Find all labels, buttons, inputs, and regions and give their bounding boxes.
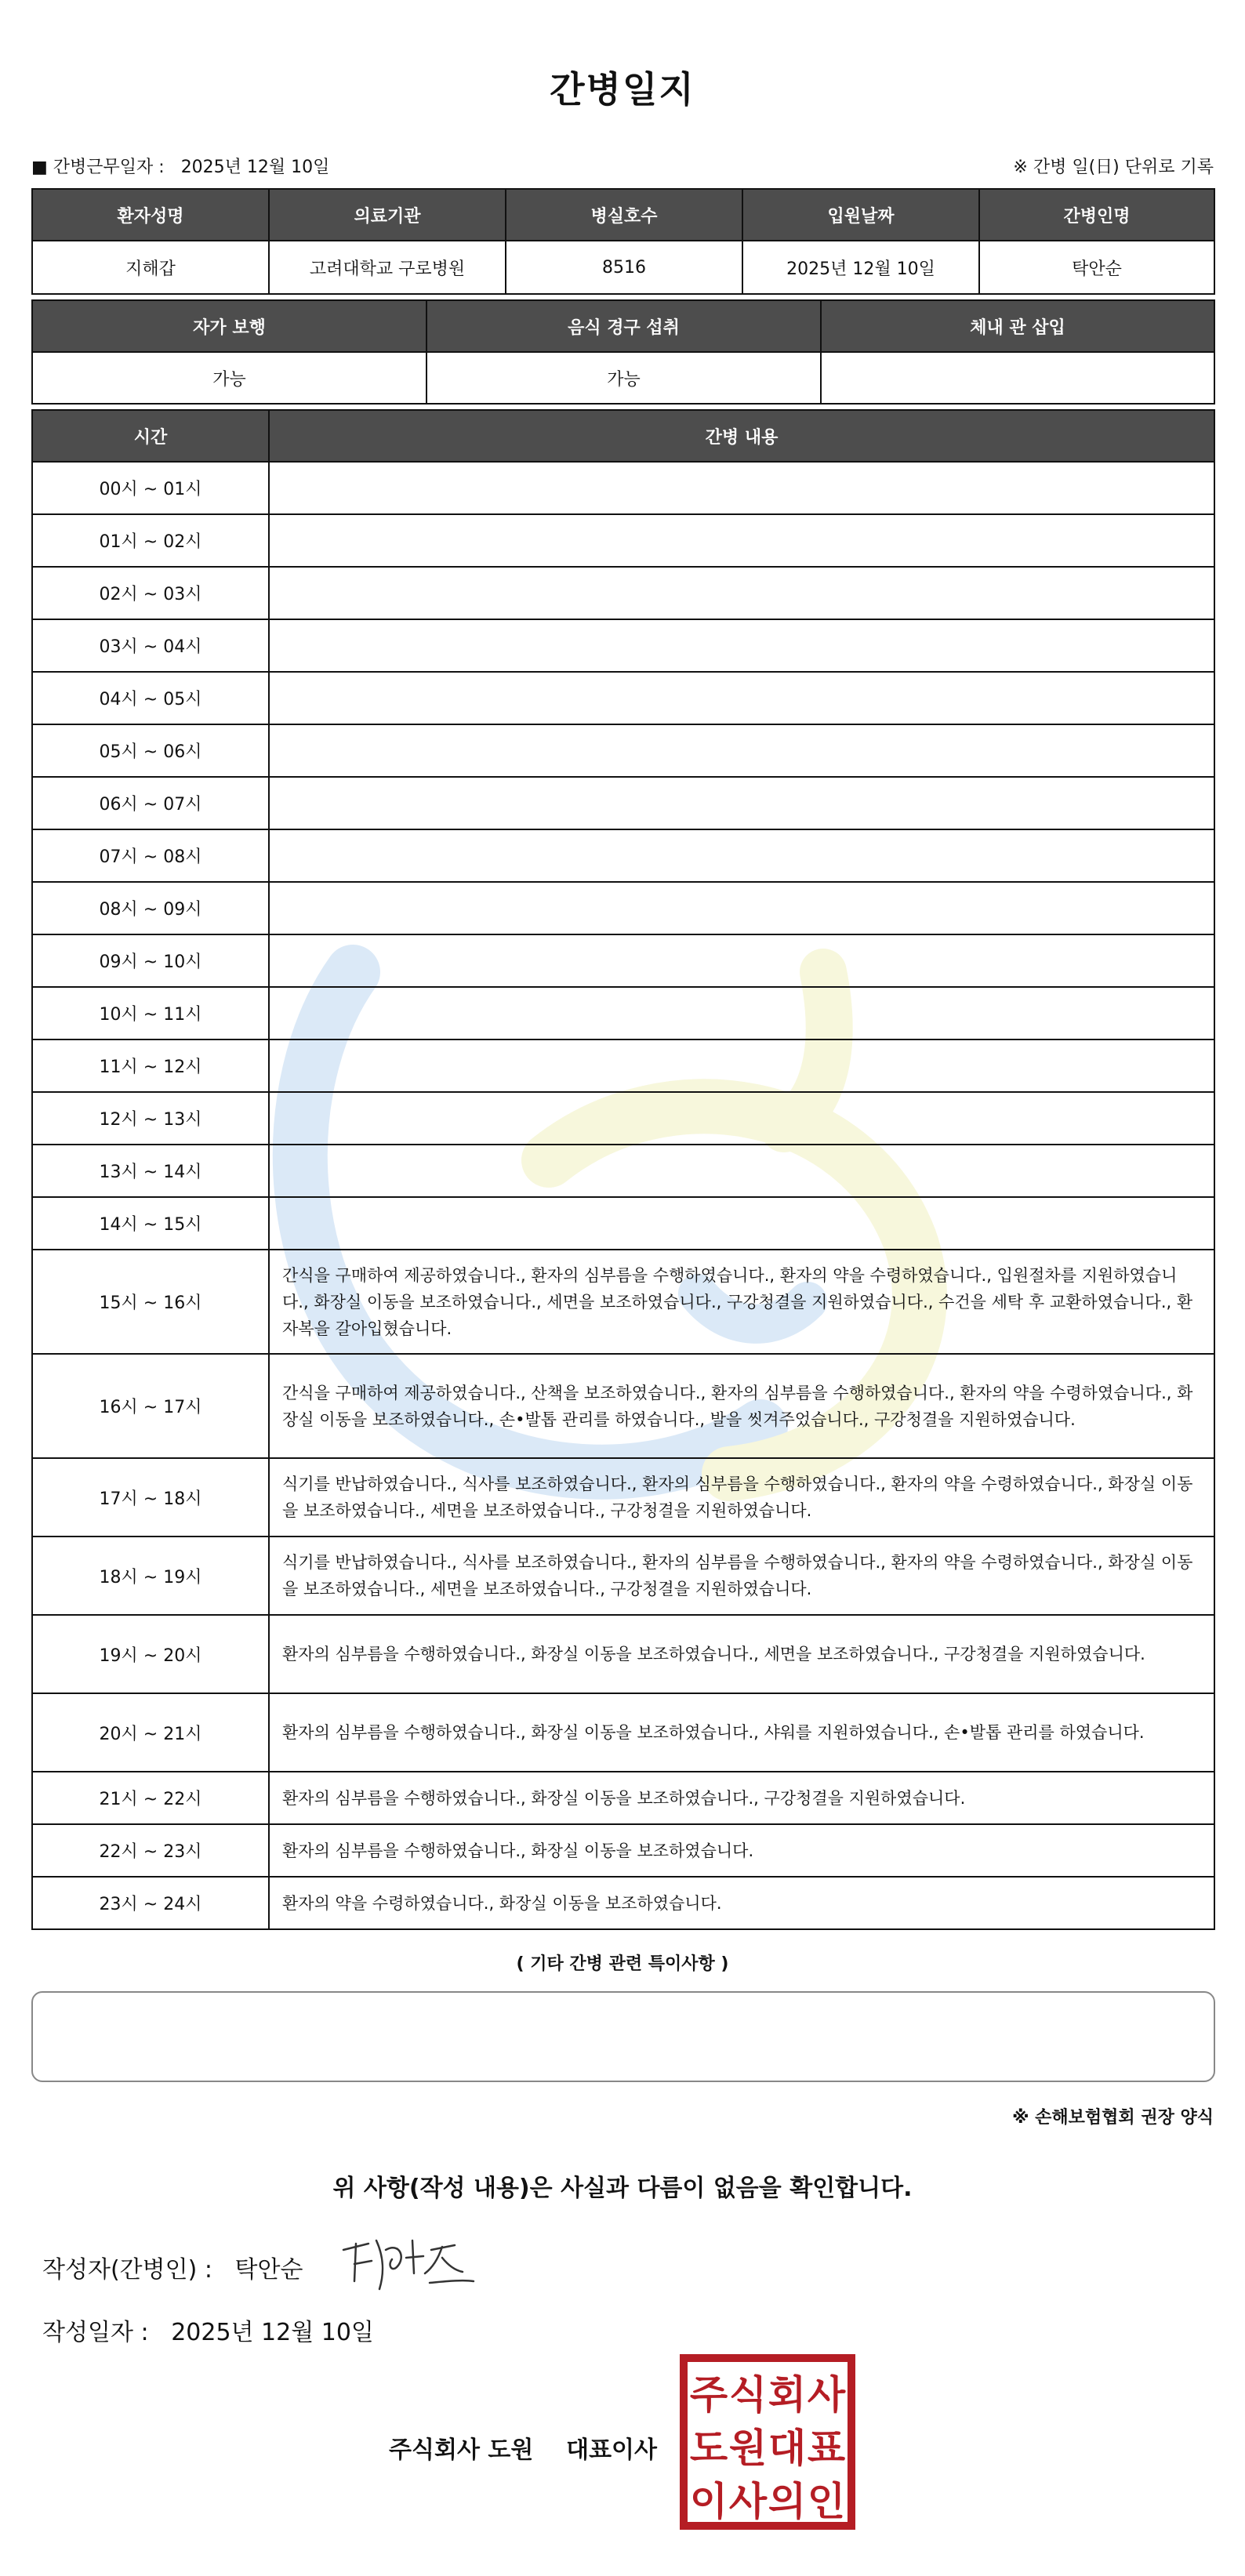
table-row [31,883,1215,935]
work-date-value: 2025년 12월 10일 [180,158,330,177]
table-row [31,1145,1215,1198]
page-title: 간병일지 [550,68,695,111]
table-row [31,1616,1215,1694]
unit-note: ※ 간병 일(日) 단위로 기록 [1013,158,1214,177]
header-oral-intake: 음식 경구 섭취 [427,301,822,351]
log-time: 15시 ~ 16시 [33,1250,270,1353]
log-content: 환자의 심부름을 수행하였습니다., 화장실 이동을 보조하였습니다., 샤워를 지원하였습니다., 손•발톱 관리를 하였습니다. [282,1723,1145,1742]
log-content: 간식을 구매하여 제공하였습니다., 환자의 심부름을 수행하였습니다., 환자의 약을 수령하였습니다., 입원절차를 지원하였습니다., 화장실 이동을 보조하였습니다., 세면을 보조하였습니다., 구강청결을 지원하였습니다., 수건을 세탁 후 교환하였습니다., 환자복을 갈아입혔습니다. [282,1265,1193,1338]
patient-table-row [31,241,1215,295]
work-date-label: ■ 간병근무일자 : [31,158,165,177]
seal-character: 사 [728,2479,768,2524]
hospital-name: 고려대학교 구로병원 [270,241,506,293]
seal-character: 대 [768,2425,807,2471]
table-row [31,568,1215,620]
header-admission-date: 입원날짜 [743,190,980,240]
log-content: 환자의 심부름을 수행하였습니다., 화장실 이동을 보조하였습니다., 구강청결을 지원하였습니다. [282,1788,966,1808]
log-content [270,935,1214,986]
table-row [31,1772,1215,1825]
log-time: 22시 ~ 23시 [33,1825,270,1876]
seal-character: 표 [807,2425,846,2471]
table-row [31,515,1215,568]
table-row [31,830,1215,883]
log-content: 환자의 심부름을 수행하였습니다., 화장실 이동을 보조하였습니다. [282,1841,754,1860]
log-table-header [31,409,1215,463]
writer-line [42,2250,303,2284]
table-row [31,620,1215,673]
table-row [31,1825,1215,1878]
table-row [31,1250,1215,1355]
seal-character: 이 [689,2479,728,2524]
company-seal [679,2353,856,2531]
patient-name: 지해갑 [33,241,270,293]
table-row [31,778,1215,830]
log-time: 21시 ~ 22시 [33,1772,270,1823]
table-row [31,1040,1215,1093]
work-date [31,154,329,178]
written-date-label: 작성일자 : [42,2319,149,2346]
log-content: 간식을 구매하여 제공하였습니다., 산책을 보조하였습니다., 환자의 심부름을 수행하였습니다., 환자의 약을 수령하였습니다., 화장실 이동을 보조하였습니다., 손•발톱 관리를 하였습니다., 발을 씻겨주었습니다., 구강청결을 지원하였습니다. [282,1383,1193,1429]
log-time: 09시 ~ 10시 [33,935,270,986]
log-time: 17시 ~ 18시 [33,1459,270,1536]
log-time: 12시 ~ 13시 [33,1093,270,1144]
notes-box [31,1991,1215,2082]
log-content [270,830,1214,881]
log-time: 13시 ~ 14시 [33,1145,270,1196]
table-row [31,673,1215,725]
table-row [31,725,1215,778]
log-content: 환자의 심부름을 수행하였습니다., 화장실 이동을 보조하였습니다., 세면을 보조하였습니다., 구강청결을 지원하였습니다. [282,1645,1145,1664]
log-time: 18시 ~ 19시 [33,1537,270,1614]
table-row [31,1459,1215,1537]
table-row [31,1694,1215,1772]
log-time: 11시 ~ 12시 [33,1040,270,1091]
admission-date: 2025년 12월 10일 [743,241,980,293]
log-time: 10시 ~ 11시 [33,988,270,1039]
table-row [31,935,1215,988]
written-date [42,2313,374,2347]
log-content [270,515,1214,566]
seal-character: 도 [689,2425,728,2471]
log-time: 23시 ~ 24시 [33,1878,270,1928]
log-content [270,620,1214,671]
log-time: 08시 ~ 09시 [33,883,270,934]
log-content: 식기를 반납하였습니다., 식사를 보조하였습니다., 환자의 심부름을 수행하였습니다., 환자의 약을 수령하였습니다., 화장실 이동을 보조하였습니다., 세면을 보조하였습니다., 구강청결을 지원하였습니다. [282,1475,1193,1520]
log-time: 16시 ~ 17시 [33,1355,270,1457]
table-row [31,1355,1215,1459]
patient-table-header [31,188,1215,241]
handwritten-signature [337,2226,478,2297]
log-content [270,1040,1214,1091]
table-row [31,1537,1215,1616]
log-time: 04시 ~ 05시 [33,673,270,724]
log-content [270,1198,1214,1249]
seal-character: 사 [807,2372,846,2418]
log-time: 01시 ~ 02시 [33,515,270,566]
table-row [31,988,1215,1040]
log-time: 03시 ~ 04시 [33,620,270,671]
seal-character: 의 [768,2479,807,2524]
log-time: 06시 ~ 07시 [33,778,270,829]
seal-character: 원 [728,2425,768,2471]
log-content [270,463,1214,513]
seal-character: 인 [807,2479,846,2524]
writer-label: 작성자(간병인) : [42,2256,212,2284]
seal-character: 주 [689,2372,728,2418]
log-content: 식기를 반납하였습니다., 식사를 보조하였습니다., 환자의 심부름을 수행하였습니다., 환자의 약을 수령하였습니다., 화장실 이동을 보조하였습니다., 세면을 보조하였습니다., 구강청결을 지원하였습니다. [282,1553,1193,1598]
caregiver-name: 탁안순 [1072,259,1122,279]
oral-intake-value: 가능 [427,353,822,403]
log-time: 07시 ~ 08시 [33,830,270,881]
header-caregiver: 간병인명 [1063,206,1131,227]
table-row [31,463,1215,515]
header-hospital: 의료기관 [270,190,506,240]
status-table-header [31,299,1215,353]
table-row [31,1093,1215,1145]
log-time: 00시 ~ 01시 [33,463,270,513]
log-time: 02시 ~ 03시 [33,568,270,619]
log-time: 14시 ~ 15시 [33,1198,270,1249]
log-content [270,988,1214,1039]
tube-value [822,353,1214,403]
log-content [270,725,1214,776]
log-time: 19시 ~ 20시 [33,1616,270,1693]
log-content [270,673,1214,724]
header-room: 병실호수 [506,190,743,240]
header-content: 간병 내용 [705,427,779,448]
writer-name: 탁안순 [234,2256,303,2284]
log-content [270,1145,1214,1196]
log-content [270,568,1214,619]
table-row [31,1878,1215,1930]
log-content [270,1093,1214,1144]
log-time: 05시 ~ 06시 [33,725,270,776]
seal-character: 식 [728,2372,768,2418]
written-date-value: 2025년 12월 10일 [171,2319,374,2346]
header-tube: 체내 관 삽입 [970,317,1065,338]
header-patient-name: 환자성명 [33,190,270,240]
header-walking: 자가 보행 [33,301,427,351]
company-name: 주식회사 도원 대표이사 [389,2436,658,2464]
walking-value: 가능 [33,353,427,403]
log-content [270,778,1214,829]
recommend-note: ※ 손해보험협회 권장 양식 [1012,2108,1214,2128]
header-time: 시간 [33,411,270,461]
notes-title: ( 기타 간병 관련 특이사항 ) [516,1954,729,1974]
confirm-statement: 위 사항(작성 내용)은 사실과 다름이 없음을 확인합니다. [332,2175,913,2202]
log-time: 20시 ~ 21시 [33,1694,270,1771]
status-table-row [31,353,1215,405]
room-number: 8516 [506,241,743,293]
log-table-body [31,463,1215,1930]
log-content [270,883,1214,934]
seal-character: 회 [768,2372,807,2418]
table-row [31,1198,1215,1250]
log-content: 환자의 약을 수령하였습니다., 화장실 이동을 보조하였습니다. [282,1893,722,1913]
